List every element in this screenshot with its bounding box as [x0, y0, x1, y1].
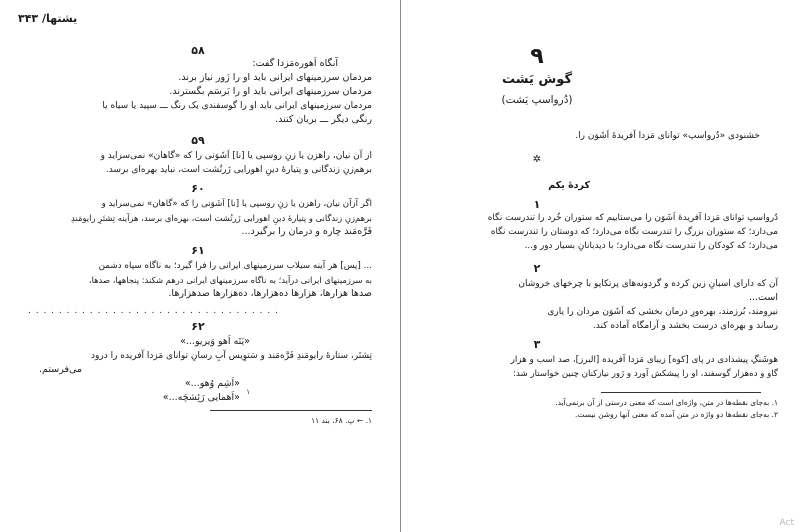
- section-line: فَرَّه‌مَند چاره و درمان را برگیرد...: [241, 226, 372, 237]
- section-line: گاو و ده‌هزار گوسفند، او را پیشکش آورد و زَور نیازکنان چنین خواستار شد:: [513, 369, 778, 379]
- chapter-title: گوش یَشت: [501, 72, 573, 87]
- section-line: رنگی دیگر ـــ بریان کنند.: [275, 114, 372, 125]
- section-number: ۵۹: [191, 134, 205, 147]
- section-line: رساند و بهره‌ای درست بخشد و آرامگاه آماده کند.: [592, 321, 778, 331]
- section-line: می‌فرستم.: [39, 364, 82, 375]
- section-line: مردمان سرزمینهای ایرانی باید او را زَور نیاز برند.: [178, 72, 372, 83]
- footnote: ۱. به‌جای نقطه‌ها در متن، واژه‌ای است که معنی درستی از آن برنمی‌آید.: [555, 398, 778, 407]
- section-line: به سرزمینهای ایرانی درآید؛ به ناگاه سرزمینهای ایرانی درهم شکند: پنجاهها، صدها،: [88, 275, 372, 285]
- section-line: می‌دارد؛ که کودکان را تندرست نگاه می‌دارد؛ با دیدبانانِ بسیار دور و...: [524, 241, 778, 251]
- kardeh-title: کردهٔ یکم: [548, 180, 590, 191]
- star-ornament-icon: ✲: [532, 154, 542, 165]
- footnote: ۱. ← پ. ۶۸، بند ۱۱: [311, 416, 372, 425]
- section-line: از آن نیان، راهزن یا زنِ روسپی یا [نا] اَشَوَنی را که «گاهان» نمی‌سراید و: [100, 151, 372, 161]
- dedication: خشنودی «دُرواسپ» توانای مَزدا آفریدهٔ اَشَوَن را.: [575, 131, 760, 141]
- section-number: ۱: [533, 198, 541, 211]
- section-line: آن که دارای اسبانِ زین کرده و گردونه‌های پرتکاپو با چرخهای خروشان: [518, 279, 778, 289]
- footnote-rule: [601, 392, 761, 393]
- ellipsis-dots: . . . . . . . . . . . . . . . . . . . . . . . . . . . . . . . . .: [28, 306, 279, 316]
- section-number: ۵۸: [191, 44, 205, 57]
- section-line: برهم‌زنِ زندگانی و پتیارهٔ دینِ اهورایی زَرتُشت است، بهره‌ای برسد، هرآینه تِشتَرِ رایومَندِ: [71, 213, 372, 223]
- footnote: ۲. به‌جای نقطه‌ها دو واژه در متن آمده که معنی آنها روشن نیست.: [574, 410, 778, 419]
- right-page: [401, 0, 800, 532]
- chapter-number: ۹: [530, 44, 544, 69]
- section-number: ۲: [533, 262, 541, 275]
- section-line: است...: [749, 292, 778, 303]
- section-number: ۳: [533, 338, 541, 351]
- section-number: ۶۲: [191, 320, 205, 333]
- section-line: تِشتَر، ستارهٔ رایومَندِ فَرَّه‌مَند و سَتوِیس آبِ رسانِ توانای مَزدا آفریده را درود: [91, 351, 372, 361]
- footnote-marker: ۱: [246, 388, 250, 396]
- section-line: «اَشِم وُهو...»: [184, 378, 240, 389]
- section-line: مردمان سرزمینهای ایرانی باید او را بَرسَم بگسترند.: [169, 86, 372, 97]
- chapter-subtitle: (دُرواسپ یَشت): [501, 94, 573, 106]
- section-number: ۶۰: [191, 182, 205, 195]
- footnote-rule: [210, 410, 372, 411]
- running-header: یشتها/ ۳۴۳: [18, 12, 78, 25]
- section-number: ۶۱: [191, 244, 205, 257]
- section-line: نیرومند، بُرزمند، بهره‌ورِ درمان بخشی که اَشَوَن مردان را یاری: [547, 307, 778, 317]
- section-line: اگر آزآن نیان، راهزن یا زنِ روسپی یا [نا] اَشَوَنی را که «گاهان» نمی‌سراید و: [101, 199, 372, 209]
- section-line: مردمان سرزمینهای ایرانی باید او را گوسفندی یک رنگ ـــ سپید یا سیاه یا: [102, 101, 372, 111]
- section-line: می‌دارد؛ که ستوران بزرگ را تندرست نگاه می‌دارد؛ که دوستان را تندرست نگاه: [490, 227, 778, 237]
- section-line: «یَتَه اَهو وَیریو...»: [180, 336, 250, 347]
- section-line: ... [پس] هر آینه سیلاب سرزمینهای ایرانی را فرا گیرد؛ به ناگاه سپاه دشمن: [98, 261, 372, 271]
- section-line: برهم‌زنِ زندگانی و پتیارهٔ دینِ اهورایی زَرتُشت است، نباید بهره‌ای برسد.: [105, 165, 372, 175]
- section-line: آنگاه اَهوره‌مَزدا گفت:: [252, 58, 338, 69]
- section-line: هوشَنگِ پیشدادی در پای [کوه] زیبای مَزدا آفریده [البرز]، صد اسب و هزار: [510, 355, 778, 365]
- section-line: صدها هزارها، هزارها ده‌هزارها، ده‌هزارها صدهزارها.: [168, 288, 372, 299]
- section-line: «اَهمایی رَئِشچَه...»: [162, 392, 240, 403]
- activation-watermark: Act: [779, 518, 794, 528]
- section-line: دُرواسپ توانای مَزدا آفریدهٔ اَشَوَن را می‌ستاییم که ستوران خُرد را تندرست نگاه: [487, 213, 778, 223]
